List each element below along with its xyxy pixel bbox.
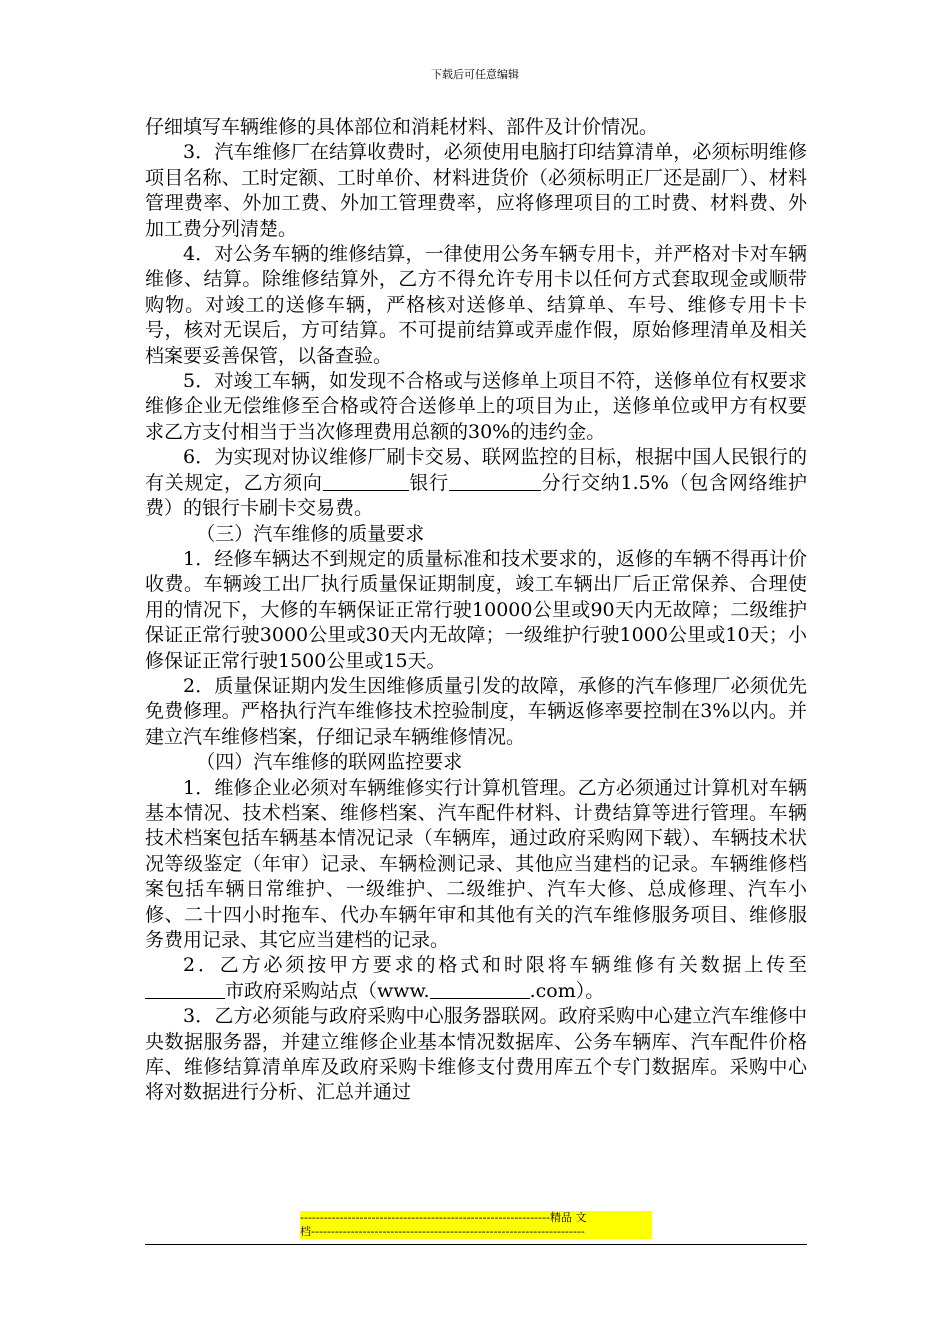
p6-text-after: 分行交纳1.5%（包含网络维护费）的银行卡刷卡交易费。 <box>145 471 807 520</box>
document-body <box>145 115 807 1106</box>
page-header: 下载后可任意编辑 <box>431 68 519 81</box>
section-4-title: （四）汽车维修的联网监控要求 <box>196 751 463 774</box>
footer-line-2: 档--------------------------------------------------------------------- <box>300 1225 585 1238</box>
section-4-item-1: 1．维修企业必须对车辆维修实行计算机管理。乙方必须通过计算机对车辆基本情况、技术档案、维修档案、汽车配件材料、计费结算等进行管理。车辆技术档案包括车辆基本情况记录（车辆库，通过政府采购网下载）、车辆技术状况等级鉴定（年审）记录、车辆检测记录、其他应当建档的记录。车辆维修档案包括车辆日常维护、一级维护、二级维护、汽车大修、总成修理、汽车小修、二十四小时拖车、代办车辆年审和其他有关的汽车维修服务项目、维修服务费用记录、其它应当建档的记录。 <box>145 776 807 951</box>
city-name-blank <box>145 980 225 999</box>
p6-text-mid: 银行 <box>408 471 449 494</box>
item2-text-before: 2．乙方必须按甲方要求的格式和时限将车辆维修有关数据上传至 <box>183 954 807 977</box>
paragraph-item-3: 3．汽车维修厂在结算收费时，必须使用电脑打印结算清单，必须标明维修项目名称、工时定额、工时单价、材料进货价（必须标明正厂还是副厂）、材料管理费率、外加工费、外加工管理费率，应将修理项目的工时费、材料费、外加工费分列清楚。 <box>145 141 807 240</box>
footer-watermark <box>300 1211 652 1239</box>
p6-text-before: 6．为实现对协议维修厂刷卡交易、联网监控的目标，根据中国人民银行的有关规定，乙方须向 <box>145 446 807 494</box>
paragraph-continuation: 仔细填写车辆维修的具体部位和消耗材料、部件及计价情况。 <box>145 116 659 138</box>
paragraph-item-4: 4．对公务车辆的维修结算，一律使用公务车辆专用卡，并严格对卡对车辆维修、结算。除维修结算外，乙方不得允许专用卡以任何方式套取现金或顺带购物。对竣工的送修车辆，严格核对送修单、结算单、车号、维修专用卡卡号，核对无误后，方可结算。不可提前结算或弄虚作假，原始修理清单及相关档案要妥善保管，以备查验。 <box>145 243 807 367</box>
section-3-title: （三）汽车维修的质量要求 <box>196 522 425 545</box>
item2-text-after: .com）。 <box>529 979 605 1002</box>
domain-blank <box>430 980 530 999</box>
bank-name-blank <box>323 472 409 491</box>
footer-divider <box>145 1244 807 1245</box>
section-4-item-2 <box>145 953 807 1004</box>
branch-name-blank <box>449 472 541 491</box>
paragraph-item-5: 5．对竣工车辆，如发现不合格或与送修单上项目不符，送修单位有权要求维修企业无偿维修至合格或符合送修单上的项目为止，送修单位或甲方有权要求乙方支付相当于当次修理费用总额的30%的违约金。 <box>145 370 807 443</box>
section-4-item-3: 3．乙方必须能与政府采购中心服务器联网。政府采购中心建立汽车维修中央数据服务器，并建立维修企业基本情况数据库、公务车辆库、汽车配件价格库、维修结算清单库及政府采购卡维修支付费用库五个专门数据库。采购中心将对数据进行分析、汇总并通过 <box>145 1005 807 1104</box>
footer-line-1: ---------------------------------------------------------------精品 文 <box>300 1211 587 1224</box>
section-3-item-2: 2．质量保证期内发生因维修质量引发的故障，承修的汽车修理厂必须优先免费修理。严格执行汽车维修技术控验制度，车辆返修率要控制在3%以内。并建立汽车维修档案，仔细记录车辆维修情况。 <box>145 674 807 748</box>
section-3-item-1: 1．经修车辆达不到规定的质量标准和技术要求的，返修的车辆不得再计价收费。车辆竣工出厂执行质量保证期制度，竣工车辆出厂后正常保养、合理使用的情况下，大修的车辆保证正常行驶10000公里或90天内无故障；二级维护保证正常行驶3000公里或30天内无故障；一级维护行驶1000公里或10天；小修保证正常行驶1500公里或15天。 <box>145 547 807 672</box>
paragraph-item-6 <box>145 445 807 521</box>
item2-text-mid: 市政府采购站点（www. <box>225 979 430 1002</box>
